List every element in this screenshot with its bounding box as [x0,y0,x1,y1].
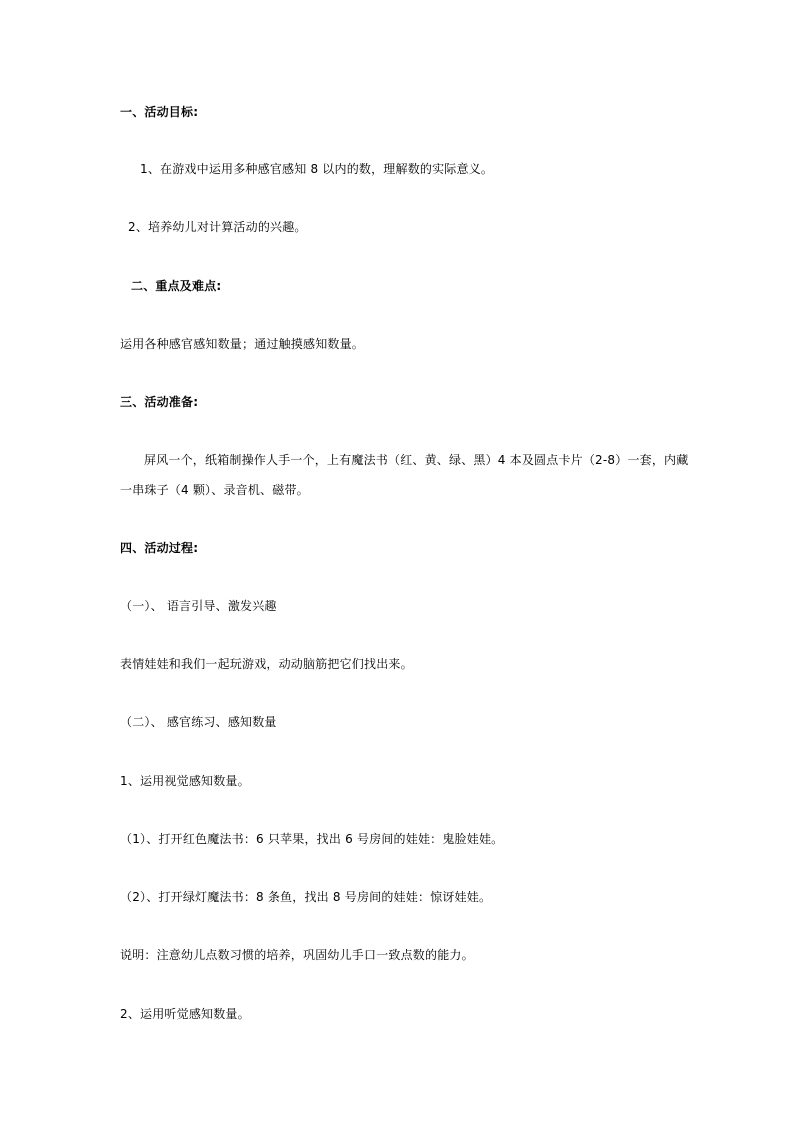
section-1-heading: 一、活动目标: [120,105,199,119]
section-2-heading: 二、重点及难点: [131,279,222,293]
step-2-item-2: 2、运用听觉感知数量。 [120,1007,250,1021]
step-1-body: 表情娃娃和我们一起玩游戏，动动脑筋把它们找出来。 [120,657,413,671]
step-2-item-1: 1、运用视觉感知数量。 [120,774,250,788]
section-1-item-1: 1、在游戏中运用多种感官感知 8 以内的数，理解数的实际意义。 [140,162,494,176]
section-4-heading: 四、活动过程: [120,541,199,555]
step-1-title: （一）、 语言引导、激发兴趣 [120,599,277,613]
section-3-body-line-2: 一串珠子（4 颗）、录音机、磁带。 [120,483,309,497]
step-2-item-1-sub-1: （1）、打开红色魔法书：6 只苹果，找出 6 号房间的娃娃：鬼脸娃娃。 [120,832,504,846]
step-2-item-1-sub-2: （2）、打开绿灯魔法书：8 条鱼，找出 8 号房间的娃娃：惊讶娃娃。 [120,890,492,904]
section-3-body-line-1: 屏风一个，纸箱制操作人手一个，上有魔法书（红、黄、绿、黑）4 本及圆点卡片（2-8）一套，内藏 [144,453,689,467]
section-1-item-2: 2、培养幼儿对计算活动的兴趣。 [128,220,307,234]
step-2-note: 说明：注意幼儿点数习惯的培养，巩固幼儿手口一致点数的能力。 [120,948,474,962]
section-2-body: 运用各种感官感知数量；通过触摸感知数量。 [120,337,365,351]
step-2-title: （二）、 感官练习、感知数量 [120,715,277,729]
section-3-heading: 三、活动准备: [120,395,199,409]
